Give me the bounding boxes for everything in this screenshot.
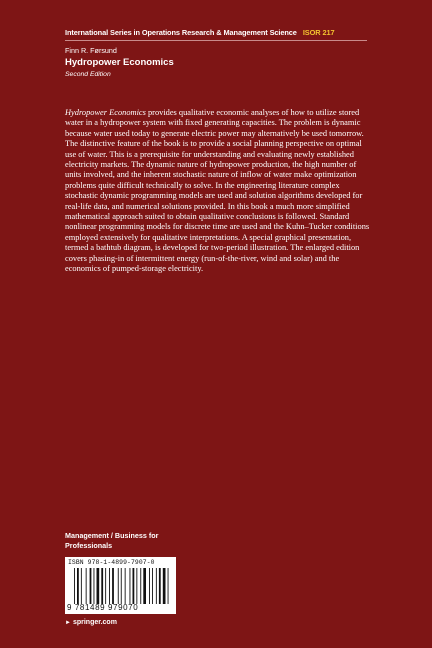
description-text: provides qualitative economic analyses of how to utilize stored water in a hydropower system with fixed generating capacities. The problem is dynamic because water used today to generate electric power may alternatively be used tomorrow. The distinctive feature of the book is to provide a social planning perspective on optimal use of water. This is a prerequisite for understanding and evaluating newly established electricity markets. The dynamic nature of hydropower production, the high number of units involved, and the inherent stochastic nature of inflow of water make optimization problems quite difficult technically to solve. In the engineering literature complex stochastic dynamic programming models are used and solution algorithms developed for real-life data, and numerical solutions provided. In this book a much more simplified mathematical approach suited to obtain qualitative conclusions is followed. Standard nonlinear programming models for discrete time are used and the Kuhn–Tucker conditions employed extensively for qualitative interpretations. A special graphical presentation, termed a bathtub diagram, is developed for two-period illustration. The enlarged edition covers phasing-in of intermittent energy (run-of-the-river, wind and solar) and the economics of pumped-storage electricity. [65, 108, 370, 274]
description-title: Hydropower Economics [65, 108, 146, 117]
barcode-panel [65, 557, 176, 614]
book-title: Hydropower Economics [65, 57, 174, 68]
series-code: ISOR 217 [302, 28, 335, 37]
publisher-url: springer.com [72, 619, 117, 626]
author-name: Finn R. Førsund [65, 46, 117, 55]
subject-category [65, 531, 185, 551]
arrow-icon: ► [65, 620, 71, 626]
barcode-digits: 9 781489 979070 [67, 603, 139, 612]
category-line-1: Management / Business for [65, 531, 159, 540]
book-description [65, 108, 372, 275]
publisher-link[interactable] [65, 619, 117, 626]
barcode-icon [74, 568, 174, 604]
isbn-text: ISBN 978-1-4899-7907-0 [68, 559, 155, 566]
series-header [65, 28, 405, 37]
series-name: International Series in Operations Research & Management Science [65, 28, 297, 37]
category-line-2: Professionals [65, 541, 113, 550]
header-divider [65, 40, 367, 41]
edition-label: Second Edition [65, 71, 111, 78]
